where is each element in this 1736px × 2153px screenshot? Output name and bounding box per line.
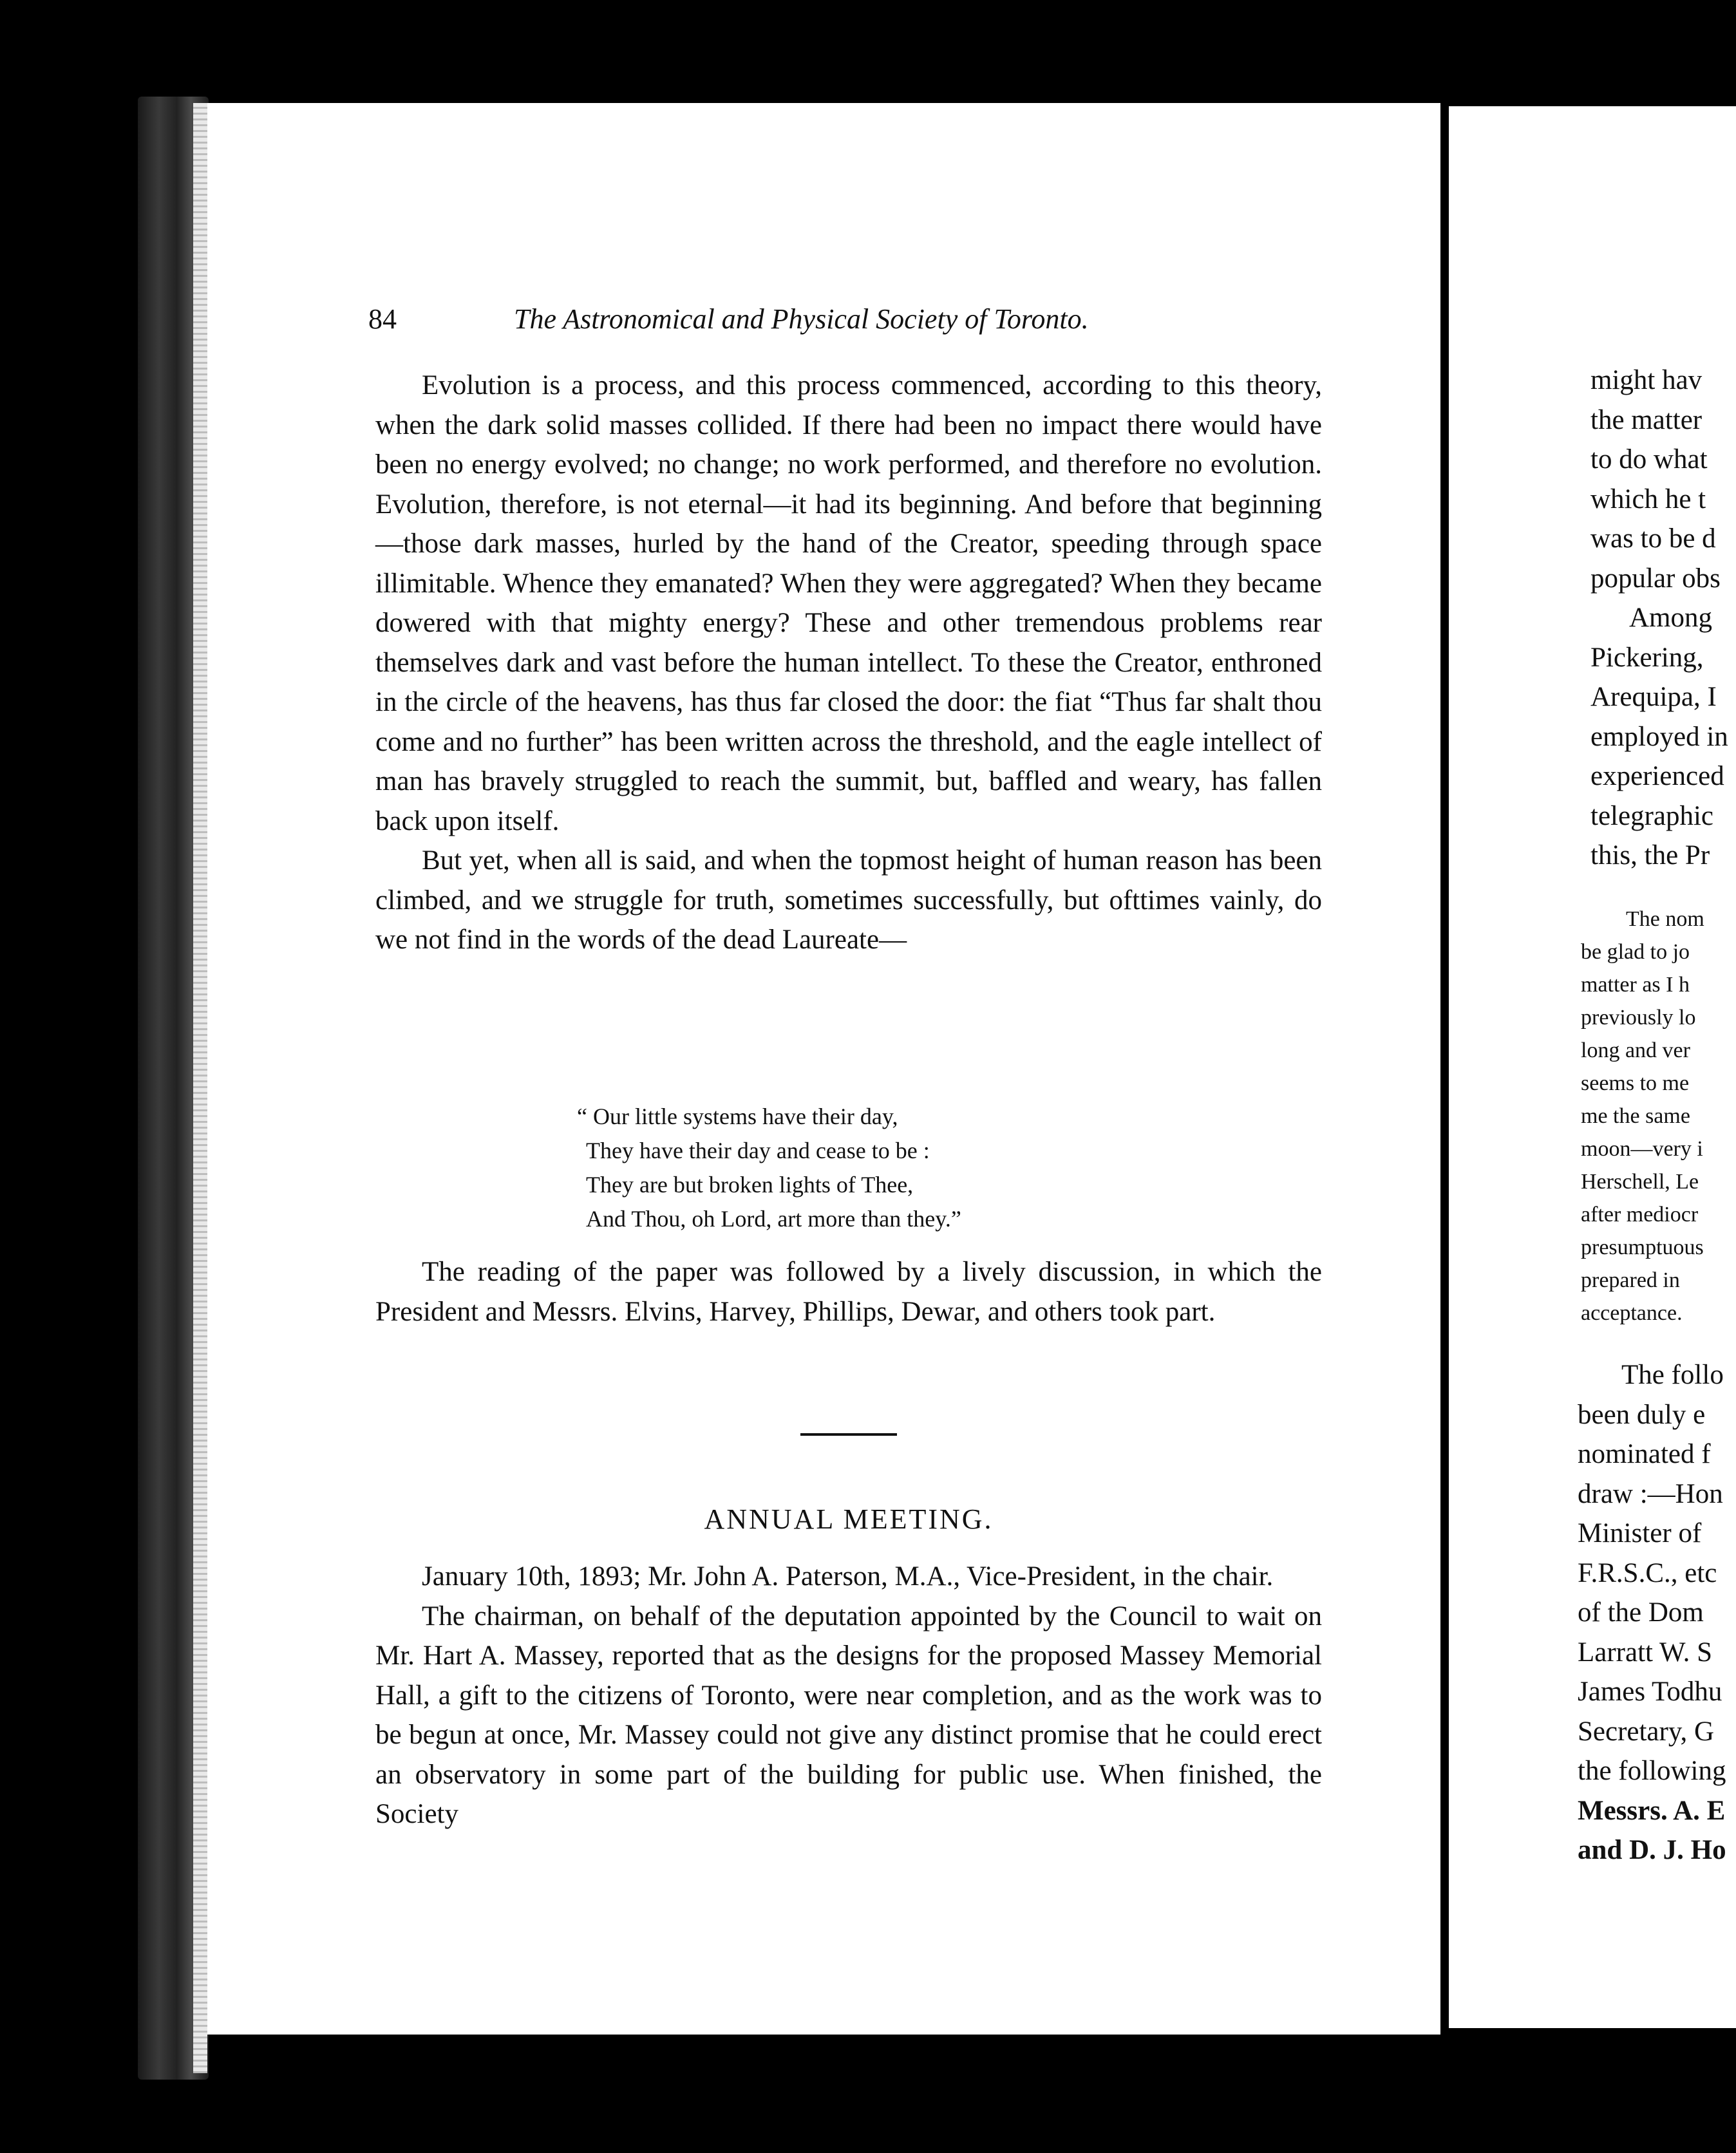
paragraph: The reading of the paper was followed by a lively discussion, in which the President and Messrs. Elvins, Harvey, Phillips, Dewar, and others took part. [375,1257,1322,1327]
text-line: Herschell, Le [1581,1170,1699,1194]
text-line: The nom [1626,907,1704,931]
text-line: experienced [1590,761,1724,791]
discussion-paragraph [375,1252,1322,1331]
text-line: matter as I h [1581,973,1690,997]
text-line: might hav [1590,365,1703,395]
text-line: of the Dom [1578,1597,1704,1628]
section-divider [800,1433,897,1436]
paragraph: January 10th, 1893; Mr. John A. Paterson, M.A., Vice-President, in the chair. [422,1561,1274,1592]
text-line: the following [1578,1756,1726,1786]
right-page-top-text [1590,361,1736,876]
text-line: Minister of [1578,1518,1702,1548]
text-line: draw :—Hon [1578,1478,1723,1509]
text-line: presumptuous [1581,1236,1704,1259]
page-edges [193,103,207,2073]
text-line: this, the Pr [1590,840,1710,870]
text-line: acceptance. [1581,1301,1683,1325]
text-line: was to be d [1590,523,1716,554]
text-line: after mediocr [1581,1203,1699,1227]
text-line: seems to me [1581,1071,1690,1095]
text-line: Arequipa, I [1590,682,1717,712]
text-line: Larratt W. S [1578,1637,1712,1668]
paragraph: The chairman, on behalf of the deputation appointed by the Council to wait on Mr. Hart A. Massey, reported that as the designs for the proposed Massey Memorial Hall, a gift to the citizens of Toronto, were near completion, and as the work was to be begun at once, Mr. Massey could not give any distinct promise that he could erect an observatory in some part of the building for public use. When finished, the Society [375,1601,1322,1829]
page-header [368,303,1172,341]
text-line: previously lo [1581,1006,1696,1029]
paragraph: Evolution is a process, and this process commenced, according to this theory, when the dark solid masses collided. If there had been no impact there would have been no energy evolved; no change; no work performed, and therefore no evolution. Evolution, therefore, is not eternal—it had its beginning. And before that beginning—those dark masses, hurled by the hand of the Creator, speeding through space illimitable. Whence they emanated? When they were aggregated? When they became dowered with that mighty energy? These and other tremendous problems rear themselves dark and vast before the human intellect. To these the Creator, enthroned in the circle of the heavens, has thus far closed the door: the fiat “Thus far shalt thou come and no further” has been written across the threshold, and the eagle intellect of man has bravely struggled to reach the summit, but, baffled and weary, has fallen back upon itself. [375,370,1322,836]
text-line: Messrs. A. E [1578,1795,1726,1826]
text-line: James Todhu [1578,1677,1722,1707]
poem-line: They are but broken lights of Thee, [586,1172,914,1198]
text-line: long and ver [1581,1039,1690,1062]
text-line: to do what [1590,444,1708,475]
right-page-quoted-letter [1581,903,1736,1330]
section-heading: ANNUAL MEETING. [704,1503,994,1535]
text-line: Pickering, [1590,642,1704,673]
text-line: the matter [1590,404,1703,435]
text-line: nominated f [1578,1439,1711,1469]
annual-meeting-text [375,1557,1322,1834]
running-title: The Astronomical and Physical Society of Toronto. [514,303,1089,335]
text-line: Secretary, G [1578,1716,1715,1747]
text-line: Among [1629,603,1712,633]
text-line: prepared in [1581,1268,1680,1292]
text-line: been duly e [1578,1399,1706,1430]
poem-line: They have their day and cease to be : [586,1138,930,1163]
right-page-bottom-text [1578,1355,1736,1870]
poem-line: “ Our little systems have their day, [577,1104,898,1129]
text-line: telegraphic [1590,800,1714,831]
quoted-poem [577,1100,1165,1236]
text-line: moon—very i [1581,1137,1703,1161]
text-line: F.R.S.C., etc [1578,1557,1717,1588]
text-line: employed in [1590,721,1728,752]
text-line: me the same [1581,1104,1690,1128]
poem-line: And Thou, oh Lord, art more than they.” [586,1206,961,1232]
text-line: be glad to jo [1581,940,1690,964]
right-page-content [1449,106,1736,2028]
paragraph: But yet, when all is said, and when the topmost height of human reason has been climbed, and we struggle for truth, sometimes successfully, but ofttimes vainly, do we not find in the words of the dead Laureate— [375,845,1322,955]
body-text [375,366,1322,960]
text-line: popular obs [1590,563,1721,594]
text-line: The follo [1621,1360,1724,1390]
page-number: 84 [368,303,397,335]
text-line: and D. J. Ho [1578,1835,1726,1865]
text-line: which he t [1590,484,1706,514]
